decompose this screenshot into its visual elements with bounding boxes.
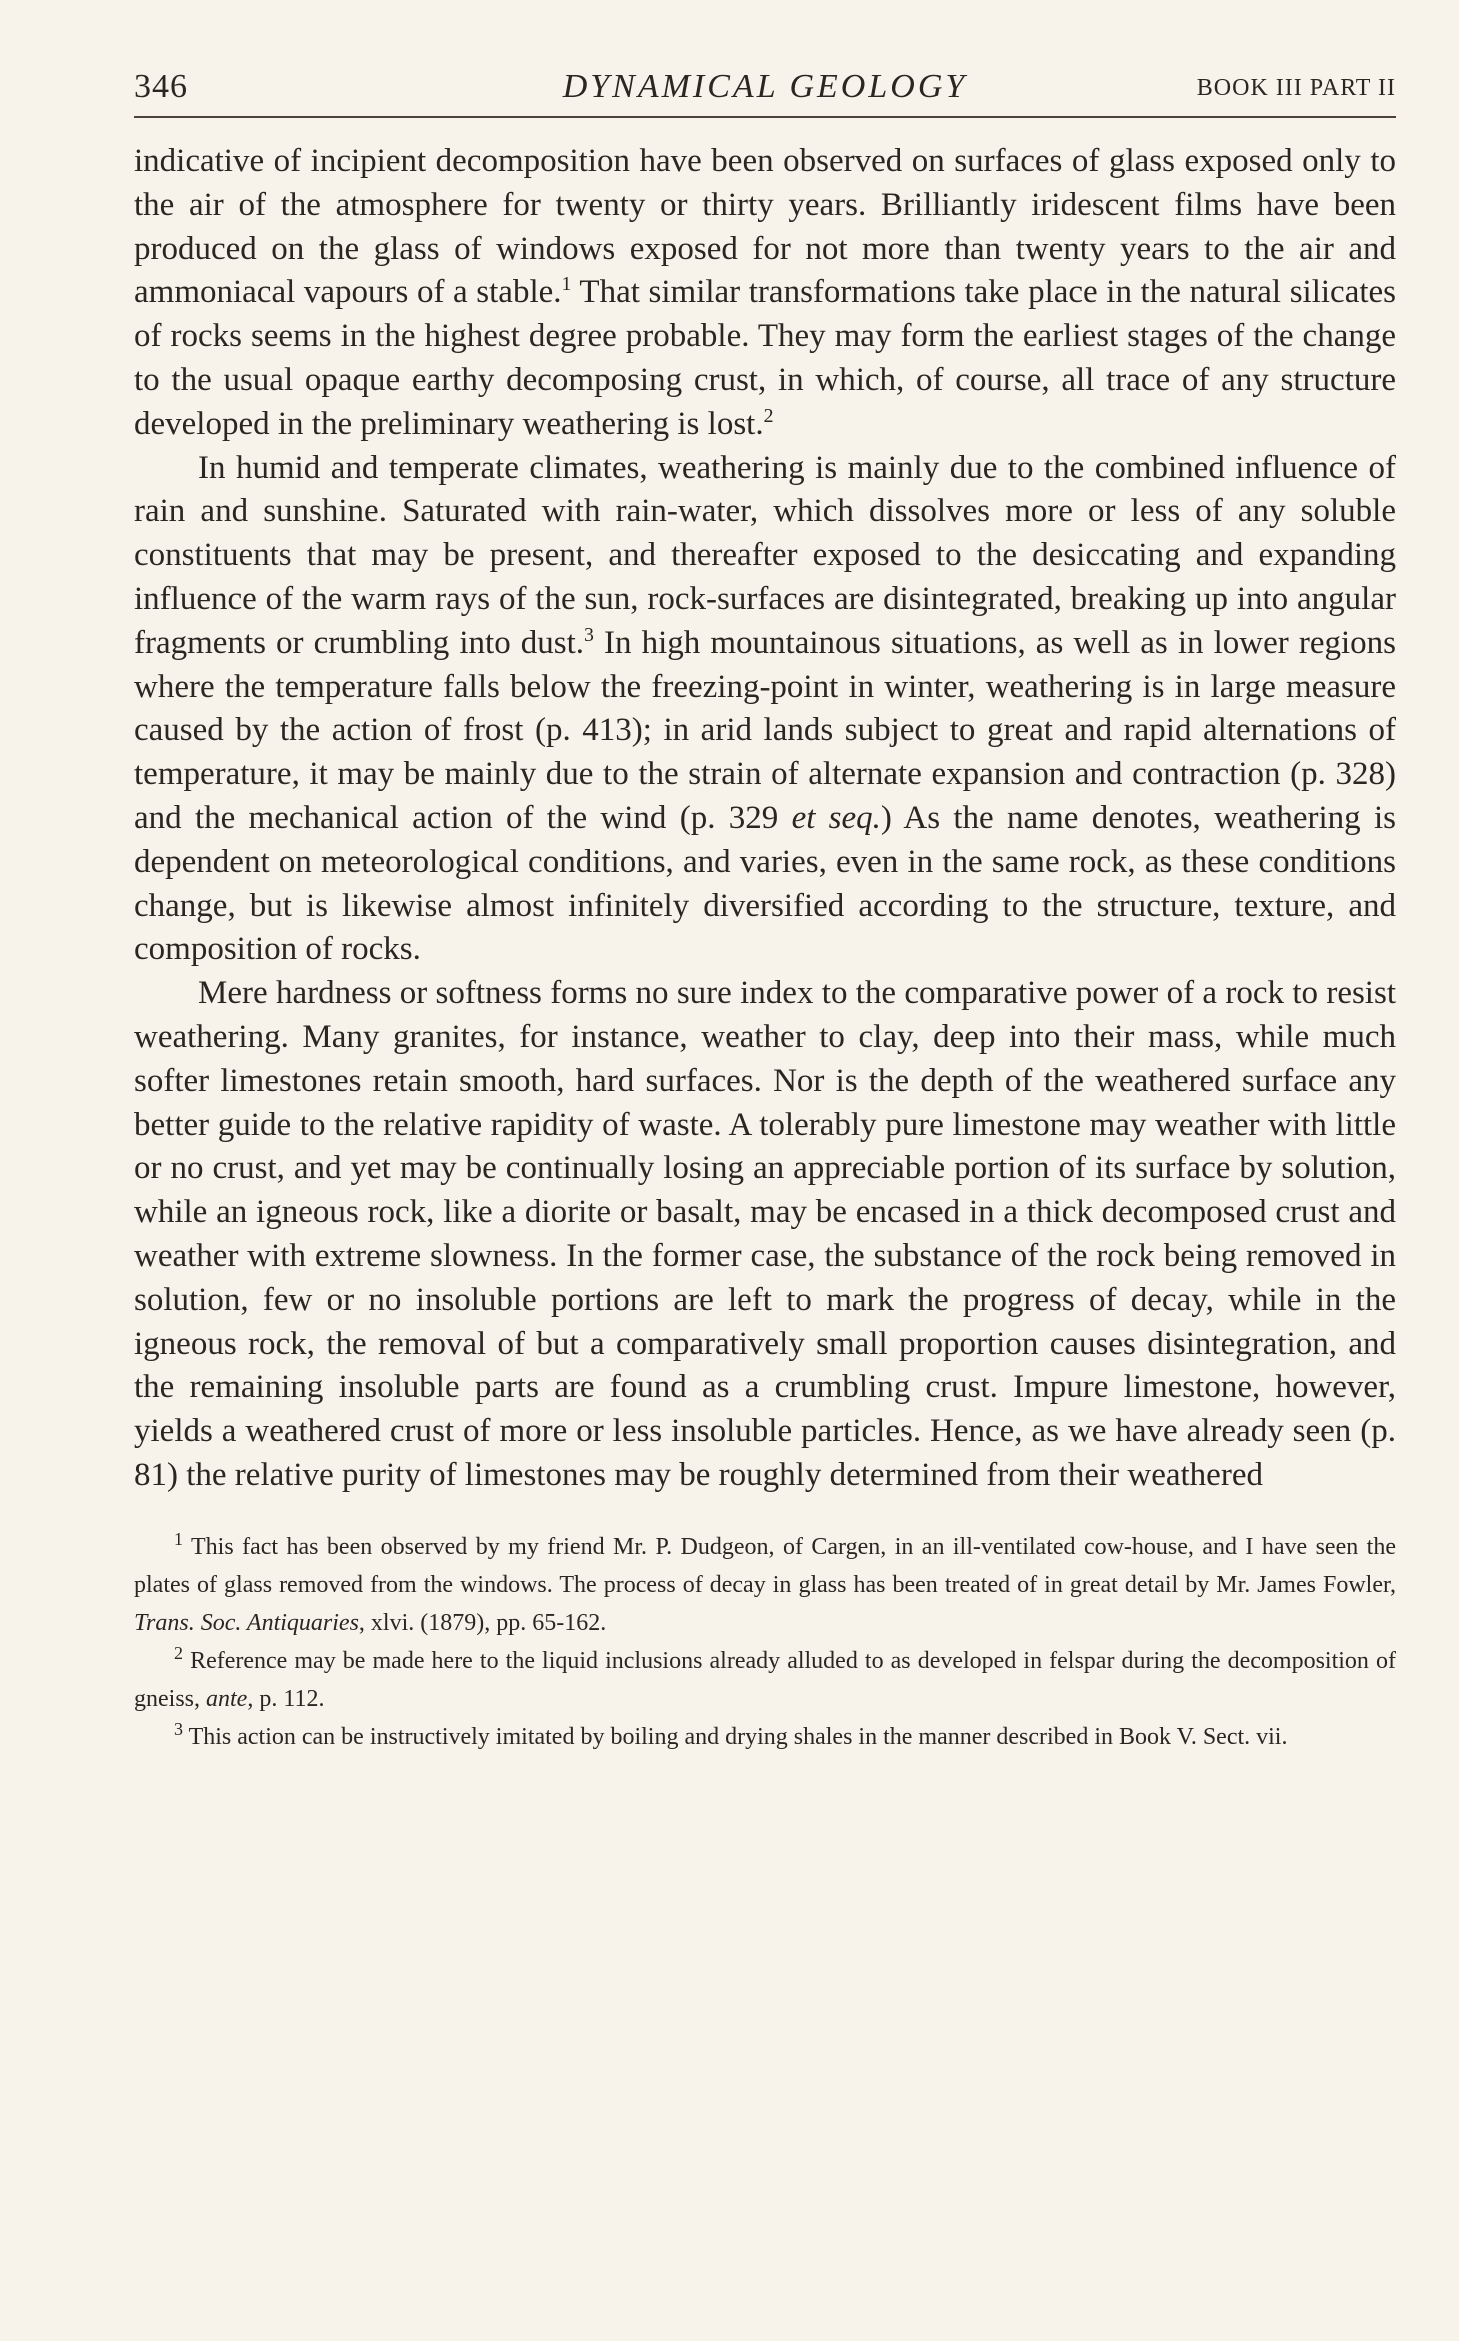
paragraph-3: Mere hardness or softness forms no sure index to the comparative power of a rock to resist weathering. Many granites, for instance, weather to clay, deep into their mass, while much softer limestones retain smooth, hard surfaces. Nor is the depth of the weathered surface any better guide to the relative rapidity of waste. A tolerably pure limestone may weather with little or no crust, and yet may be continually losing an appreciable portion of its surface by solution, while an igneous rock, like a diorite or basalt, may be encased in a thick decomposed crust and weather with extreme slowness. In the former case, the substance of the rock being removed in solution, few or no insoluble portions are left to mark the progress of decay, while in the igneous rock, the removal of but a comparatively small proportion causes disintegration, and the remaining insoluble parts are found as a crumbling crust. Impure limestone, however, yields a weathered crust of more or less insoluble particles. Hence, as we have already seen (p. 81) the relative purity of limestones may be roughly determined from their weathered xyxy=(134,975,1396,1493)
footnote-2-mark: 2 xyxy=(174,1642,183,1663)
body-text xyxy=(134,140,1396,1498)
footnotes xyxy=(134,1528,1396,1756)
footnote-3-mark: 3 xyxy=(174,1718,183,1739)
footnote-1-mark: 1 xyxy=(174,1528,183,1549)
footnote-ref-2[interactable]: 2 xyxy=(763,404,774,427)
book-part-label: BOOK III PART II xyxy=(1196,75,1396,101)
page-number: 346 xyxy=(134,68,188,105)
footnote-2: $^2$ Reference may be made here to the liquid inclusions already alluded to as developed in felspar during the decomposition of gneiss, ante, p. 112. xyxy=(134,1642,1396,1712)
paragraph-1: indicative of incipient decomposition have been observed on surfaces of glass exposed only to the air of the atmosphere for twenty or thirty years. Brilliantly iridescent films have been produced on the glass of windows exposed for not more than twenty years to the air and ammoniacal vapours of a stable.$^1$ That similar transformations take place in the natural silicates of rocks seems in the highest degree probable. They may form the earliest stages of the change to the usual opaque earthy decomposing crust, in which, of course, all trace of any structure developed in the preliminary weathering is lost.$^2$ xyxy=(134,143,1396,442)
book-page xyxy=(134,62,1396,1756)
footnote-ref-3[interactable]: 3 xyxy=(584,623,594,646)
running-header xyxy=(134,62,1396,118)
footnote-3: $^3$ This action can be instructively imitated by boiling and drying shales in the manner described in Book V. Sect. vii. xyxy=(174,1718,1288,1750)
italic-et-seq: et seq. xyxy=(791,799,881,836)
running-title: DYNAMICAL GEOLOGY xyxy=(562,68,968,105)
paragraph-2: In humid and temperate climates, weathering is mainly due to the combined influence of rain and sunshine. Saturated with rain-water, which dissolves more or less of any soluble constituents that may be present, and thereafter exposed to the desiccating and expanding influence of the warm rays of the sun, rock-surfaces are disintegrated, breaking up into angular fragments or crumbling into dust.$^3$ In high mountainous situations, as well as in lower regions where the temperature falls below the freezing-point in winter, weathering is in large measure caused by the action of frost (p. 413); in arid lands subject to great and rapid alternations of temperature, it may be mainly due to the strain of alternate expansion and contraction (p. 328) and the mechanical action of the wind (p. 329 et seq.) As the name denotes, weathering is dependent on meteorological conditions, and varies, even in the same rock, as these conditions change, but is likewise almost infinitely diversified according to the structure, texture, and composition of rocks. xyxy=(134,449,1396,968)
footnote-ref-1[interactable]: 1 xyxy=(561,273,572,296)
footnote-1: $^1$ This fact has been observed by my friend Mr. P. Dudgeon, of Cargen, in an ill-ventilated cow-house, and I have seen the plates of glass removed from the windows. The process of decay in glass has been treated of in great detail by Mr. James Fowler, Trans. Soc. Antiquaries, xlvi. (1879), pp. 65-162. xyxy=(134,1528,1396,1636)
